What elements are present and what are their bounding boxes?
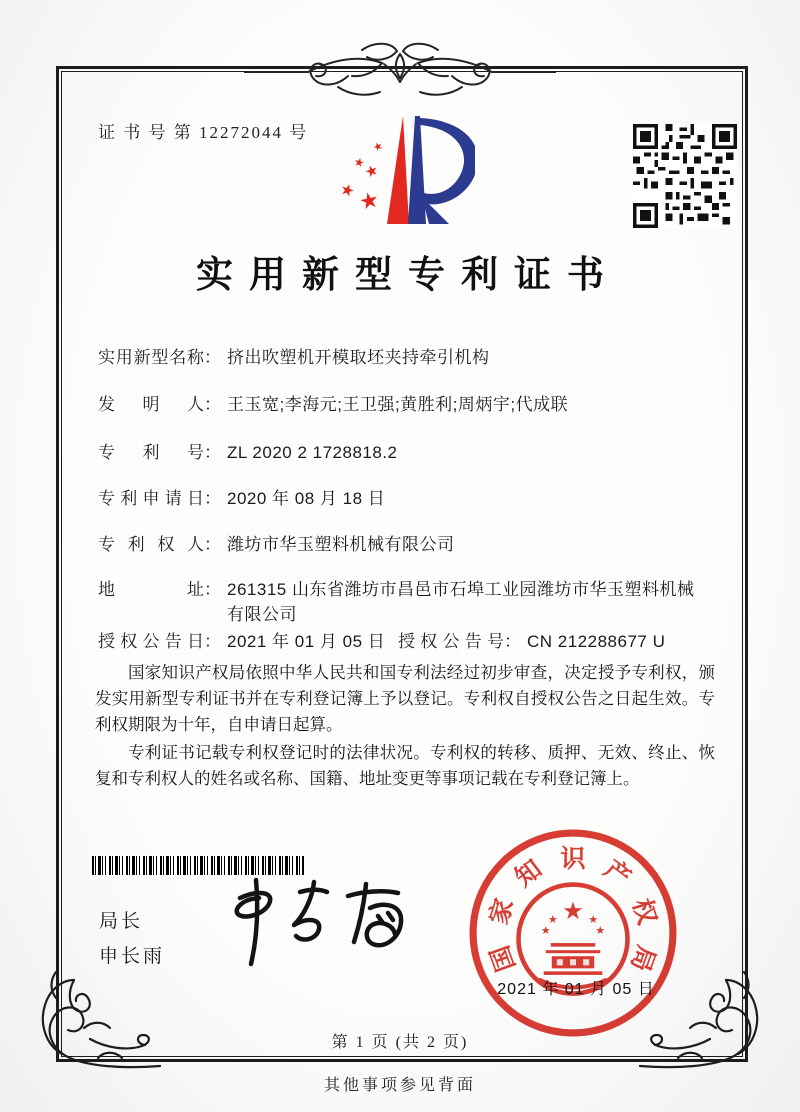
field-address: 地址： 261315 山东省潍坊市昌邑市石埠工业园潍坊市华玉塑料机械有限公司 — [98, 577, 714, 627]
star-icon: ★ — [547, 912, 558, 926]
legal-text-block — [95, 660, 715, 794]
seal-gate — [544, 943, 603, 975]
svg-text:识: 识 — [560, 845, 586, 873]
seal-date: 2021 年 01 月 05 日 — [497, 981, 655, 998]
cnipa-logo — [323, 110, 475, 238]
field-label: 授权公告日 — [98, 632, 204, 651]
field-value: 2020 年 08 月 18 日 — [227, 489, 386, 508]
field-value: 潍坊市华玉塑料机械有限公司 — [227, 535, 455, 554]
star-icon: ★ — [337, 178, 358, 202]
logo-blue-bowl — [419, 118, 475, 204]
field-label: 专利权人 — [98, 535, 204, 554]
star-icon: ★ — [588, 912, 599, 926]
page-number: 第 1 页 (共 2 页) — [331, 1034, 469, 1051]
svg-text:产: 产 — [598, 855, 636, 893]
top-flourish-ornament — [244, 32, 556, 110]
star-icon: ★ — [562, 896, 584, 925]
svg-text:家: 家 — [485, 895, 520, 928]
svg-text:权: 权 — [626, 895, 661, 928]
grant-date-value: 2021 年 01 月 05 日 — [227, 632, 386, 651]
star-icon: ★ — [370, 138, 386, 155]
field-grant-number: 授权公告号： CN 212288677 U — [398, 629, 665, 654]
field-inventors: 发明人： 王玉宽;李海元;王卫强;黄胜利;周炳宇;代成联 — [98, 392, 714, 417]
field-label: 地址 — [98, 580, 204, 599]
star-icon: ★ — [357, 187, 382, 216]
field-application-date: 专利申请日： 2020 年 08 月 18 日 — [98, 486, 714, 511]
director-name: 申长雨 — [99, 946, 166, 967]
field-label: 专利号 — [98, 443, 204, 462]
svg-text:国: 国 — [486, 941, 521, 975]
star-icon: ★ — [540, 924, 551, 938]
field-patentee: 专利权人： 潍坊市华玉塑料机械有限公司 — [98, 532, 714, 557]
svg-text:知: 知 — [510, 855, 548, 893]
star-icon: ★ — [595, 924, 606, 938]
grant-number-value: CN 212288677 U — [527, 632, 666, 651]
field-label: 实用新型名称 — [98, 348, 204, 367]
field-label: 专利申请日 — [98, 489, 204, 508]
star-icon: ★ — [352, 154, 367, 171]
field-label: 发明人 — [98, 395, 204, 414]
footer-note: 其他事项参见背面 — [323, 1077, 476, 1094]
director-title: 局长 — [99, 911, 144, 932]
field-value: 王玉宽;李海元;王卫强;黄胜利;周炳宇;代成联 — [227, 395, 569, 414]
legal-paragraph-1: 国家知识产权局依照中华人民共和国专利法经过初步审查，决定授予专利权，颁发实用新型专利证书并在专利登记簿上予以登记。专利权自授权公告之日起生效。专利权期限为十年，自申请日起算。 — [95, 663, 715, 734]
legal-paragraph-2: 专利证书记载专利权登记时的法律状况。专利权的转移、质押、无效、终止、恢复和专利权人的姓名或名称、国籍、地址变更等事项记载在专利登记簿上。 — [95, 743, 715, 788]
qr-code — [633, 124, 737, 228]
field-value: 261315 山东省潍坊市昌邑市石埠工业园潍坊市华玉塑料机械有限公司 — [227, 580, 695, 624]
svg-text:局: 局 — [625, 941, 660, 975]
logo-blue-wedge — [408, 116, 426, 224]
bottom-left-flourish-ornament — [32, 966, 164, 1088]
certificate-title: 实用新型专利证书 — [196, 255, 620, 296]
director-signature — [212, 872, 422, 982]
star-icon: ★ — [362, 160, 382, 182]
logo-stars — [338, 139, 386, 216]
field-value: 挤出吹塑机开模取坯夹持牵引机构 — [227, 348, 490, 367]
field-value: ZL 2020 2 1728818.2 — [227, 443, 398, 462]
official-seal — [466, 826, 680, 1040]
logo-red-wedge — [387, 116, 409, 224]
certificate-number: 证 书 号 第 12272044 号 — [98, 123, 309, 142]
field-utility-model-name: 实用新型名称： 挤出吹塑机开模取坯夹持牵引机构 — [98, 345, 714, 370]
field-label: 授权公告号 — [398, 632, 504, 651]
field-patent-number: 专利号： ZL 2020 2 1728818.2 — [98, 440, 714, 465]
field-grant-row: 授权公告日： 2021 年 01 月 05 日 授权公告号： CN 212288677 U — [98, 629, 714, 654]
